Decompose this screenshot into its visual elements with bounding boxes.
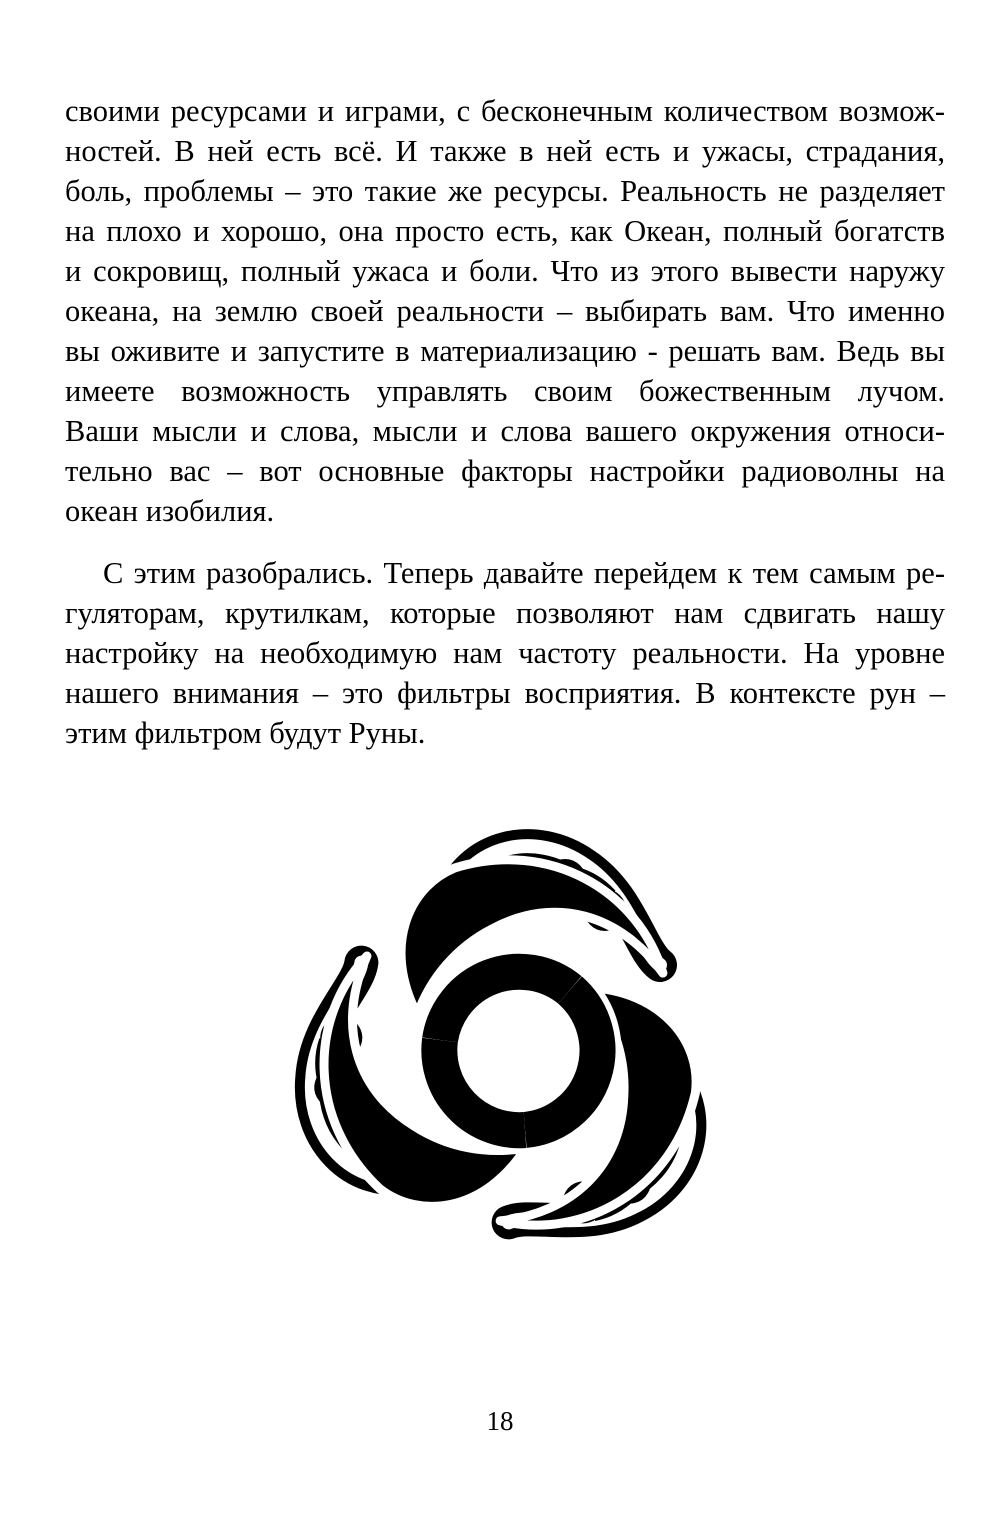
text-line: вы оживите и запустите в материализацию - решать вам. Ведь вы bbox=[65, 334, 945, 368]
text-line: на плохо и хорошо, она просто есть, как Океан, полный богатств bbox=[65, 214, 945, 248]
text-line: своими ресурсами и играми, с бесконечным количеством возмож- bbox=[65, 94, 945, 128]
text-line: нашего внимания – это фильтры восприятия. В контексте рун – bbox=[65, 676, 945, 710]
text-line: тельно вас – вот основные факторы настройки радиоволны на bbox=[65, 454, 945, 488]
celtic-triskelion-knot-icon bbox=[280, 815, 740, 1285]
text-line: и сокровищ, полный ужаса и боли. Что из этого вывести наружу bbox=[65, 254, 945, 288]
text-line: боль, проблемы – это такие же ресурсы. Реальность не разделяет bbox=[65, 174, 945, 208]
page-number: 18 bbox=[486, 1406, 514, 1436]
text-line: имеете возможность управлять своим божественным лучом. bbox=[65, 374, 945, 408]
text-line: ностей. В ней есть всё. И также в ней есть и ужасы, страдания, bbox=[65, 134, 945, 168]
text-line: настройку на необходимую нам частоту реальности. На уровне bbox=[65, 636, 945, 670]
text-line: океана, на землю своей реальности – выбирать вам. Что именно bbox=[65, 294, 945, 328]
text-line: С этим разобрались. Теперь давайте перейдем к тем самым ре- bbox=[103, 556, 945, 590]
text-line: гуляторам, крутилкам, которые позволяют нам сдвигать нашу bbox=[65, 596, 945, 630]
triskelion-horns bbox=[280, 815, 710, 1251]
text-line: Ваши мысли и слова, мысли и слова вашего окружения относи- bbox=[65, 414, 945, 448]
interlaced-rings bbox=[439, 972, 597, 1130]
text-line: океан изобилия. bbox=[65, 494, 275, 528]
text-line: этим фильтром будут Руны. bbox=[65, 716, 426, 750]
